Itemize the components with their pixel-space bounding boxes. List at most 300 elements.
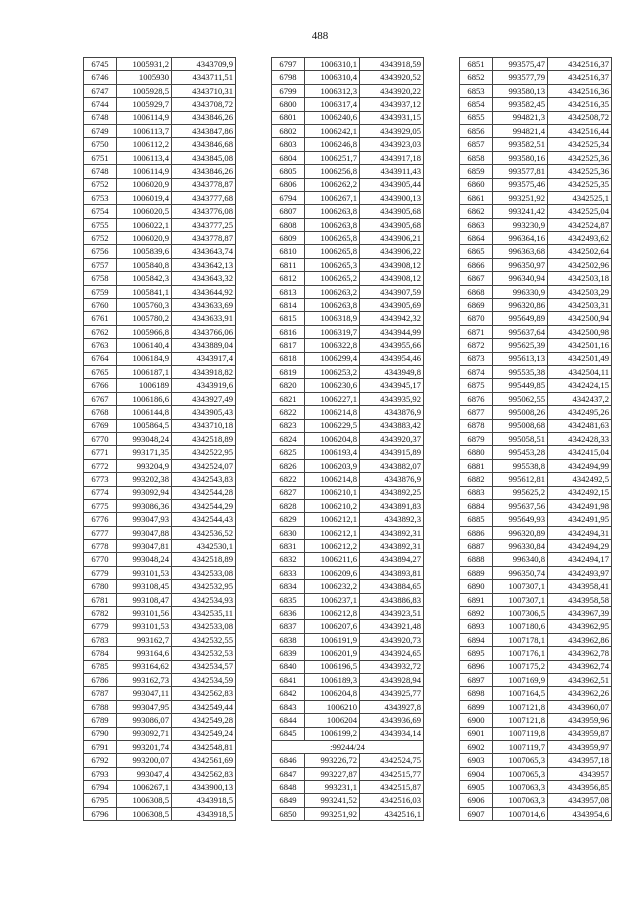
point-number-cell: 6781 <box>84 593 117 606</box>
point-number-cell: 6834 <box>272 580 305 593</box>
table-row <box>272 473 424 486</box>
table-row <box>460 325 612 338</box>
point-number-cell: 6775 <box>84 499 117 512</box>
x-coordinate-cell: 995535,38 <box>493 365 548 378</box>
y-coordinate-cell: 4342493,97 <box>548 566 612 579</box>
y-coordinate-cell: 4343934,14 <box>360 727 424 740</box>
point-number-cell: 6769 <box>84 419 117 432</box>
y-coordinate-cell: 4343918,5 <box>172 807 236 820</box>
table-row <box>84 285 236 298</box>
y-coordinate-cell: 4342516,35 <box>548 98 612 111</box>
y-coordinate-cell: 4343927,8 <box>360 700 424 713</box>
y-coordinate-cell: 4343960,07 <box>548 700 612 713</box>
x-coordinate-cell: 1006265,2 <box>305 272 360 285</box>
x-coordinate-cell: 1006020,9 <box>117 178 172 191</box>
x-coordinate-cell: 1005760,3 <box>117 299 172 312</box>
table-row <box>460 513 612 526</box>
table-row <box>460 486 612 499</box>
point-number-cell: 6830 <box>272 526 305 539</box>
table-row <box>460 84 612 97</box>
point-number-cell: 6858 <box>460 151 493 164</box>
table-row <box>84 620 236 633</box>
point-number-cell: 6848 <box>272 781 305 794</box>
x-coordinate-cell: 996340,8 <box>493 553 548 566</box>
x-coordinate-cell: 996364,16 <box>493 232 548 245</box>
y-coordinate-cell: 4343642,13 <box>172 258 236 271</box>
table-row <box>84 178 236 191</box>
point-number-cell: 6752 <box>84 232 117 245</box>
y-coordinate-cell: 4343925,77 <box>360 687 424 700</box>
y-coordinate-cell: 4342500,98 <box>548 325 612 338</box>
table-row <box>272 593 424 606</box>
table-row <box>272 138 424 151</box>
y-coordinate-cell: 4342428,33 <box>548 432 612 445</box>
point-number-cell: 6825 <box>272 446 305 459</box>
x-coordinate-cell: 995625,2 <box>493 486 548 499</box>
table-row <box>84 754 236 767</box>
x-coordinate-cell: 1007178,1 <box>493 633 548 646</box>
x-coordinate-cell: 996320,89 <box>493 526 548 539</box>
point-number-cell: 6895 <box>460 647 493 660</box>
point-number-cell: 6844 <box>272 714 305 727</box>
y-coordinate-cell: 4343962,26 <box>548 687 612 700</box>
point-number-cell: 6774 <box>84 486 117 499</box>
table-row <box>460 633 612 646</box>
point-number-cell: 6748 <box>84 165 117 178</box>
table-row <box>84 513 236 526</box>
table-row <box>272 84 424 97</box>
table-row <box>460 392 612 405</box>
x-coordinate-cell: 993230,9 <box>493 218 548 231</box>
y-coordinate-cell: 4342524,87 <box>548 218 612 231</box>
y-coordinate-cell: 4343900,13 <box>360 191 424 204</box>
point-number-cell: 6807 <box>272 205 305 218</box>
point-number-cell: 6784 <box>84 647 117 660</box>
x-coordinate-cell: 1006319,7 <box>305 325 360 338</box>
x-coordinate-cell: 1006262,2 <box>305 178 360 191</box>
point-number-cell: 6750 <box>84 138 117 151</box>
y-coordinate-cell: 4342493,62 <box>548 232 612 245</box>
y-coordinate-cell: 4343944,99 <box>360 325 424 338</box>
point-number-cell: 6906 <box>460 794 493 807</box>
x-coordinate-cell: 1005931,2 <box>117 58 172 71</box>
point-number-cell: 6760 <box>84 299 117 312</box>
table-row <box>460 660 612 673</box>
x-coordinate-cell: 1006113,4 <box>117 151 172 164</box>
x-coordinate-cell: 1006263,8 <box>305 218 360 231</box>
table-row <box>460 232 612 245</box>
table-row <box>272 245 424 258</box>
y-coordinate-cell: 4342534,59 <box>172 673 236 686</box>
y-coordinate-cell: 4342508,72 <box>548 111 612 124</box>
x-coordinate-cell: 1006256,8 <box>305 165 360 178</box>
x-coordinate-cell: 993092,71 <box>117 727 172 740</box>
y-coordinate-cell: 4342524,75 <box>360 754 424 767</box>
point-number-cell: 6810 <box>272 245 305 258</box>
y-coordinate-cell: 4343644,92 <box>172 285 236 298</box>
y-coordinate-cell: 4342500,94 <box>548 312 612 325</box>
x-coordinate-cell: 995649,93 <box>493 513 548 526</box>
x-coordinate-cell: 993047,4 <box>117 767 172 780</box>
point-number-cell: 6822 <box>272 473 305 486</box>
y-coordinate-cell: 4342503,29 <box>548 285 612 298</box>
table-row <box>272 754 424 767</box>
y-coordinate-cell: 4342536,52 <box>172 526 236 539</box>
point-number-cell: 6838 <box>272 633 305 646</box>
table-row <box>460 98 612 111</box>
table-row <box>84 727 236 740</box>
point-number-cell: 6904 <box>460 767 493 780</box>
point-number-cell: 6749 <box>84 124 117 137</box>
table-row <box>460 218 612 231</box>
y-coordinate-cell: 4343892,31 <box>360 540 424 553</box>
y-coordinate-cell: 4343924,65 <box>360 647 424 660</box>
point-number-cell: 6763 <box>84 339 117 352</box>
x-coordinate-cell: 1006240,6 <box>305 111 360 124</box>
x-coordinate-cell: 1006242,1 <box>305 124 360 137</box>
point-number-cell: 6836 <box>272 607 305 620</box>
x-coordinate-cell: 1006229,5 <box>305 419 360 432</box>
x-coordinate-cell: 1006263,8 <box>305 299 360 312</box>
table-row <box>272 727 424 740</box>
y-coordinate-cell: 4342544,29 <box>172 499 236 512</box>
table-row <box>460 379 612 392</box>
point-number-cell: 6839 <box>272 647 305 660</box>
point-number-cell: 6841 <box>272 673 305 686</box>
x-coordinate-cell: 1006191,9 <box>305 633 360 646</box>
point-number-cell: 6821 <box>272 392 305 405</box>
point-number-cell: 6751 <box>84 151 117 164</box>
y-coordinate-cell: 4342525,36 <box>548 165 612 178</box>
x-coordinate-cell: 1006144,8 <box>117 406 172 419</box>
y-coordinate-cell: 4342532,53 <box>172 647 236 660</box>
x-coordinate-cell: 1006263,8 <box>305 205 360 218</box>
y-coordinate-cell: 4342525,35 <box>548 178 612 191</box>
point-number-cell: 6900 <box>460 714 493 727</box>
table-row <box>272 98 424 111</box>
table-row <box>272 352 424 365</box>
y-coordinate-cell: 4343766,06 <box>172 325 236 338</box>
table-row <box>460 781 612 794</box>
x-coordinate-cell: 1007164,5 <box>493 687 548 700</box>
point-number-cell: 6783 <box>84 633 117 646</box>
point-number-cell: 6886 <box>460 526 493 539</box>
x-coordinate-cell: 993582,45 <box>493 98 548 111</box>
table-row <box>460 419 612 432</box>
point-number-cell: 6791 <box>84 740 117 753</box>
table-row <box>460 178 612 191</box>
table-row <box>460 312 612 325</box>
y-coordinate-cell: 4342532,55 <box>172 633 236 646</box>
point-number-cell: 6746 <box>84 71 117 84</box>
y-coordinate-cell: 4343905,68 <box>360 218 424 231</box>
table-row <box>84 272 236 285</box>
x-coordinate-cell: 1006251,7 <box>305 151 360 164</box>
y-coordinate-cell: 4343918,59 <box>360 58 424 71</box>
x-coordinate-cell: 995612,81 <box>493 473 548 486</box>
point-number-cell: 6855 <box>460 111 493 124</box>
y-coordinate-cell: 4342562,83 <box>172 767 236 780</box>
y-coordinate-cell: 4342415,04 <box>548 446 612 459</box>
point-number-cell: 6782 <box>84 607 117 620</box>
y-coordinate-cell: 4343920,37 <box>360 432 424 445</box>
x-coordinate-cell: 993204,9 <box>117 459 172 472</box>
x-coordinate-cell: 993226,72 <box>305 754 360 767</box>
table-row <box>84 647 236 660</box>
point-number-cell: 6754 <box>84 205 117 218</box>
table-row <box>84 258 236 271</box>
table-row <box>460 446 612 459</box>
x-coordinate-cell: 993092,94 <box>117 486 172 499</box>
x-coordinate-cell: 993251,92 <box>493 191 548 204</box>
y-coordinate-cell: 4343876,9 <box>360 406 424 419</box>
y-coordinate-cell: 4342494,31 <box>548 526 612 539</box>
y-coordinate-cell: 4343710,18 <box>172 419 236 432</box>
y-coordinate-cell: 4342491,95 <box>548 513 612 526</box>
table-row <box>272 673 424 686</box>
x-coordinate-cell: 994821,3 <box>493 111 548 124</box>
x-coordinate-cell: 1007119,7 <box>493 740 548 753</box>
point-number-cell: 6881 <box>460 459 493 472</box>
table-row <box>272 339 424 352</box>
y-coordinate-cell: 4343962,78 <box>548 647 612 660</box>
x-coordinate-cell: 993086,36 <box>117 499 172 512</box>
point-number-cell: 6755 <box>84 218 117 231</box>
x-coordinate-cell: 993101,53 <box>117 566 172 579</box>
y-coordinate-cell: 4343907,59 <box>360 285 424 298</box>
table-row <box>272 218 424 231</box>
x-coordinate-cell: 993575,46 <box>493 178 548 191</box>
y-coordinate-cell: 4343918,5 <box>172 794 236 807</box>
y-coordinate-cell: 4343945,17 <box>360 379 424 392</box>
point-number-cell: 6812 <box>272 272 305 285</box>
point-number-cell: 6776 <box>84 513 117 526</box>
table-row <box>460 151 612 164</box>
table-row <box>460 499 612 512</box>
x-coordinate-cell: 1006322,8 <box>305 339 360 352</box>
point-number-cell: 6794 <box>84 781 117 794</box>
x-coordinate-cell: 1006318,9 <box>305 312 360 325</box>
point-number-cell: 6764 <box>84 352 117 365</box>
table-row <box>460 593 612 606</box>
x-coordinate-cell: 996363,68 <box>493 245 548 258</box>
x-coordinate-cell: 993202,38 <box>117 473 172 486</box>
x-coordinate-cell: 1007065,3 <box>493 767 548 780</box>
table-row <box>272 312 424 325</box>
y-coordinate-cell: 4343920,73 <box>360 633 424 646</box>
point-number-cell: 6863 <box>460 218 493 231</box>
y-coordinate-cell: 4343917,4 <box>172 352 236 365</box>
x-coordinate-cell: 1006196,5 <box>305 660 360 673</box>
y-coordinate-cell: 4342495,26 <box>548 406 612 419</box>
point-number-cell: 6793 <box>84 767 117 780</box>
table-row <box>84 607 236 620</box>
point-number-cell: 6817 <box>272 339 305 352</box>
table-row <box>84 312 236 325</box>
point-number-cell: 6890 <box>460 580 493 593</box>
point-number-cell: 6903 <box>460 754 493 767</box>
table-row <box>84 325 236 338</box>
point-number-cell: 6761 <box>84 312 117 325</box>
point-number-cell: 6762 <box>84 325 117 338</box>
y-coordinate-cell: 4343894,27 <box>360 553 424 566</box>
table-row <box>272 205 424 218</box>
x-coordinate-cell: 1005841,1 <box>117 285 172 298</box>
y-coordinate-cell: 4343892,25 <box>360 486 424 499</box>
point-number-cell: 6827 <box>272 486 305 499</box>
table-row <box>460 540 612 553</box>
point-number-cell: 6797 <box>272 58 305 71</box>
x-coordinate-cell: 993577,79 <box>493 71 548 84</box>
y-coordinate-cell: 4342437,2 <box>548 392 612 405</box>
table-row <box>460 165 612 178</box>
table-row <box>460 406 612 419</box>
y-coordinate-cell: 4342534,57 <box>172 660 236 673</box>
point-number-cell: 6820 <box>272 379 305 392</box>
table-row <box>84 299 236 312</box>
point-number-cell: 6819 <box>272 365 305 378</box>
point-number-cell: 6898 <box>460 687 493 700</box>
table-row <box>84 446 236 459</box>
y-coordinate-cell: 4343956,85 <box>548 781 612 794</box>
point-number-cell: 6813 <box>272 285 305 298</box>
point-number-cell: 6850 <box>272 807 305 820</box>
y-coordinate-cell: 4342530,1 <box>172 540 236 553</box>
point-number-cell: 6779 <box>84 620 117 633</box>
y-coordinate-cell: 4343708,72 <box>172 98 236 111</box>
table-row <box>272 419 424 432</box>
x-coordinate-cell: 995008,68 <box>493 419 548 432</box>
point-number-cell: 6894 <box>460 633 493 646</box>
point-number-cell: 6778 <box>84 540 117 553</box>
y-coordinate-cell: 4343920,22 <box>360 84 424 97</box>
point-number-cell: 6905 <box>460 781 493 794</box>
x-coordinate-cell: 993577,81 <box>493 165 548 178</box>
table-row <box>272 258 424 271</box>
table-row <box>272 459 424 472</box>
point-number-cell: 6773 <box>84 473 117 486</box>
y-coordinate-cell: 4343892,31 <box>360 526 424 539</box>
point-number-cell: 6828 <box>272 499 305 512</box>
y-coordinate-cell: 4343931,15 <box>360 111 424 124</box>
y-coordinate-cell: 4343958,58 <box>548 593 612 606</box>
x-coordinate-cell: 995453,28 <box>493 446 548 459</box>
y-coordinate-cell: 4343900,13 <box>172 781 236 794</box>
y-coordinate-cell: 4343906,21 <box>360 232 424 245</box>
point-number-cell: 6880 <box>460 446 493 459</box>
table-row <box>84 419 236 432</box>
point-number-cell: 6786 <box>84 673 117 686</box>
y-coordinate-cell: 4342522,95 <box>172 446 236 459</box>
x-coordinate-cell: 1007180,6 <box>493 620 548 633</box>
point-number-cell: 6879 <box>460 432 493 445</box>
x-coordinate-cell: 1007065,3 <box>493 754 548 767</box>
point-number-cell: 6854 <box>460 98 493 111</box>
x-coordinate-cell: 996330,84 <box>493 540 548 553</box>
x-coordinate-cell: 993227,87 <box>305 767 360 780</box>
point-number-cell: 6872 <box>460 339 493 352</box>
table-row <box>84 232 236 245</box>
table-row <box>460 673 612 686</box>
y-coordinate-cell: 4343954,46 <box>360 352 424 365</box>
table-row <box>272 633 424 646</box>
point-number-cell: 6801 <box>272 111 305 124</box>
y-coordinate-cell: 4343959,97 <box>548 740 612 753</box>
y-coordinate-cell: 4343643,32 <box>172 272 236 285</box>
table-row <box>460 272 612 285</box>
table-row <box>84 553 236 566</box>
x-coordinate-cell: 993231,1 <box>305 781 360 794</box>
x-coordinate-cell: 993047,11 <box>117 687 172 700</box>
y-coordinate-cell: 4342516,1 <box>360 807 424 820</box>
table-row <box>460 620 612 633</box>
y-coordinate-cell: 4343883,42 <box>360 419 424 432</box>
y-coordinate-cell: 4343919,6 <box>172 379 236 392</box>
x-coordinate-cell: 995449,85 <box>493 379 548 392</box>
y-coordinate-cell: 4342533,08 <box>172 566 236 579</box>
y-coordinate-cell: 4342549,28 <box>172 714 236 727</box>
x-coordinate-cell: 1007063,3 <box>493 781 548 794</box>
table-row <box>272 191 424 204</box>
point-number-cell: 6753 <box>84 191 117 204</box>
x-coordinate-cell: 1005929,7 <box>117 98 172 111</box>
x-coordinate-cell: 1006267,1 <box>305 191 360 204</box>
y-coordinate-cell: 4342516,44 <box>548 124 612 137</box>
x-coordinate-cell: 995625,39 <box>493 339 548 352</box>
y-coordinate-cell: 4342562,83 <box>172 687 236 700</box>
point-number-cell: 6845 <box>272 727 305 740</box>
point-number-cell: 6873 <box>460 352 493 365</box>
y-coordinate-cell: 4342515,87 <box>360 781 424 794</box>
table-row <box>272 406 424 419</box>
x-coordinate-cell: 995062,55 <box>493 392 548 405</box>
x-coordinate-cell: 993582,51 <box>493 138 548 151</box>
y-coordinate-cell: 4343923,03 <box>360 138 424 151</box>
x-coordinate-cell: 993171,35 <box>117 446 172 459</box>
table-row <box>84 191 236 204</box>
y-coordinate-cell: 4343962,51 <box>548 673 612 686</box>
table-row <box>84 740 236 753</box>
point-number-cell: 6809 <box>272 232 305 245</box>
x-coordinate-cell: 1007121,8 <box>493 714 548 727</box>
point-number-cell: 6867 <box>460 272 493 285</box>
x-coordinate-cell: 1005930 <box>117 71 172 84</box>
table-row <box>460 124 612 137</box>
x-coordinate-cell: 1006230,6 <box>305 379 360 392</box>
y-coordinate-cell: 4342491,98 <box>548 499 612 512</box>
y-coordinate-cell: 4343954,6 <box>548 807 612 820</box>
x-coordinate-cell: 1006246,8 <box>305 138 360 151</box>
x-coordinate-cell: 993101,53 <box>117 620 172 633</box>
x-coordinate-cell: 1006232,2 <box>305 580 360 593</box>
point-number-cell: 6805 <box>272 165 305 178</box>
y-coordinate-cell: 4342518,89 <box>172 432 236 445</box>
table-row <box>272 432 424 445</box>
point-number-cell: 6780 <box>84 580 117 593</box>
point-number-cell: 6888 <box>460 553 493 566</box>
x-coordinate-cell: 1006114,9 <box>117 111 172 124</box>
point-number-cell: 6803 <box>272 138 305 151</box>
x-coordinate-cell: 1007169,9 <box>493 673 548 686</box>
x-coordinate-cell: 1006112,2 <box>117 138 172 151</box>
y-coordinate-cell: 4343962,74 <box>548 660 612 673</box>
y-coordinate-cell: 4343710,31 <box>172 84 236 97</box>
table-row <box>460 473 612 486</box>
point-number-cell: 6802 <box>272 124 305 137</box>
x-coordinate-cell: 993201,74 <box>117 740 172 753</box>
point-number-cell: 6866 <box>460 258 493 271</box>
x-coordinate-cell: 995058,51 <box>493 432 548 445</box>
